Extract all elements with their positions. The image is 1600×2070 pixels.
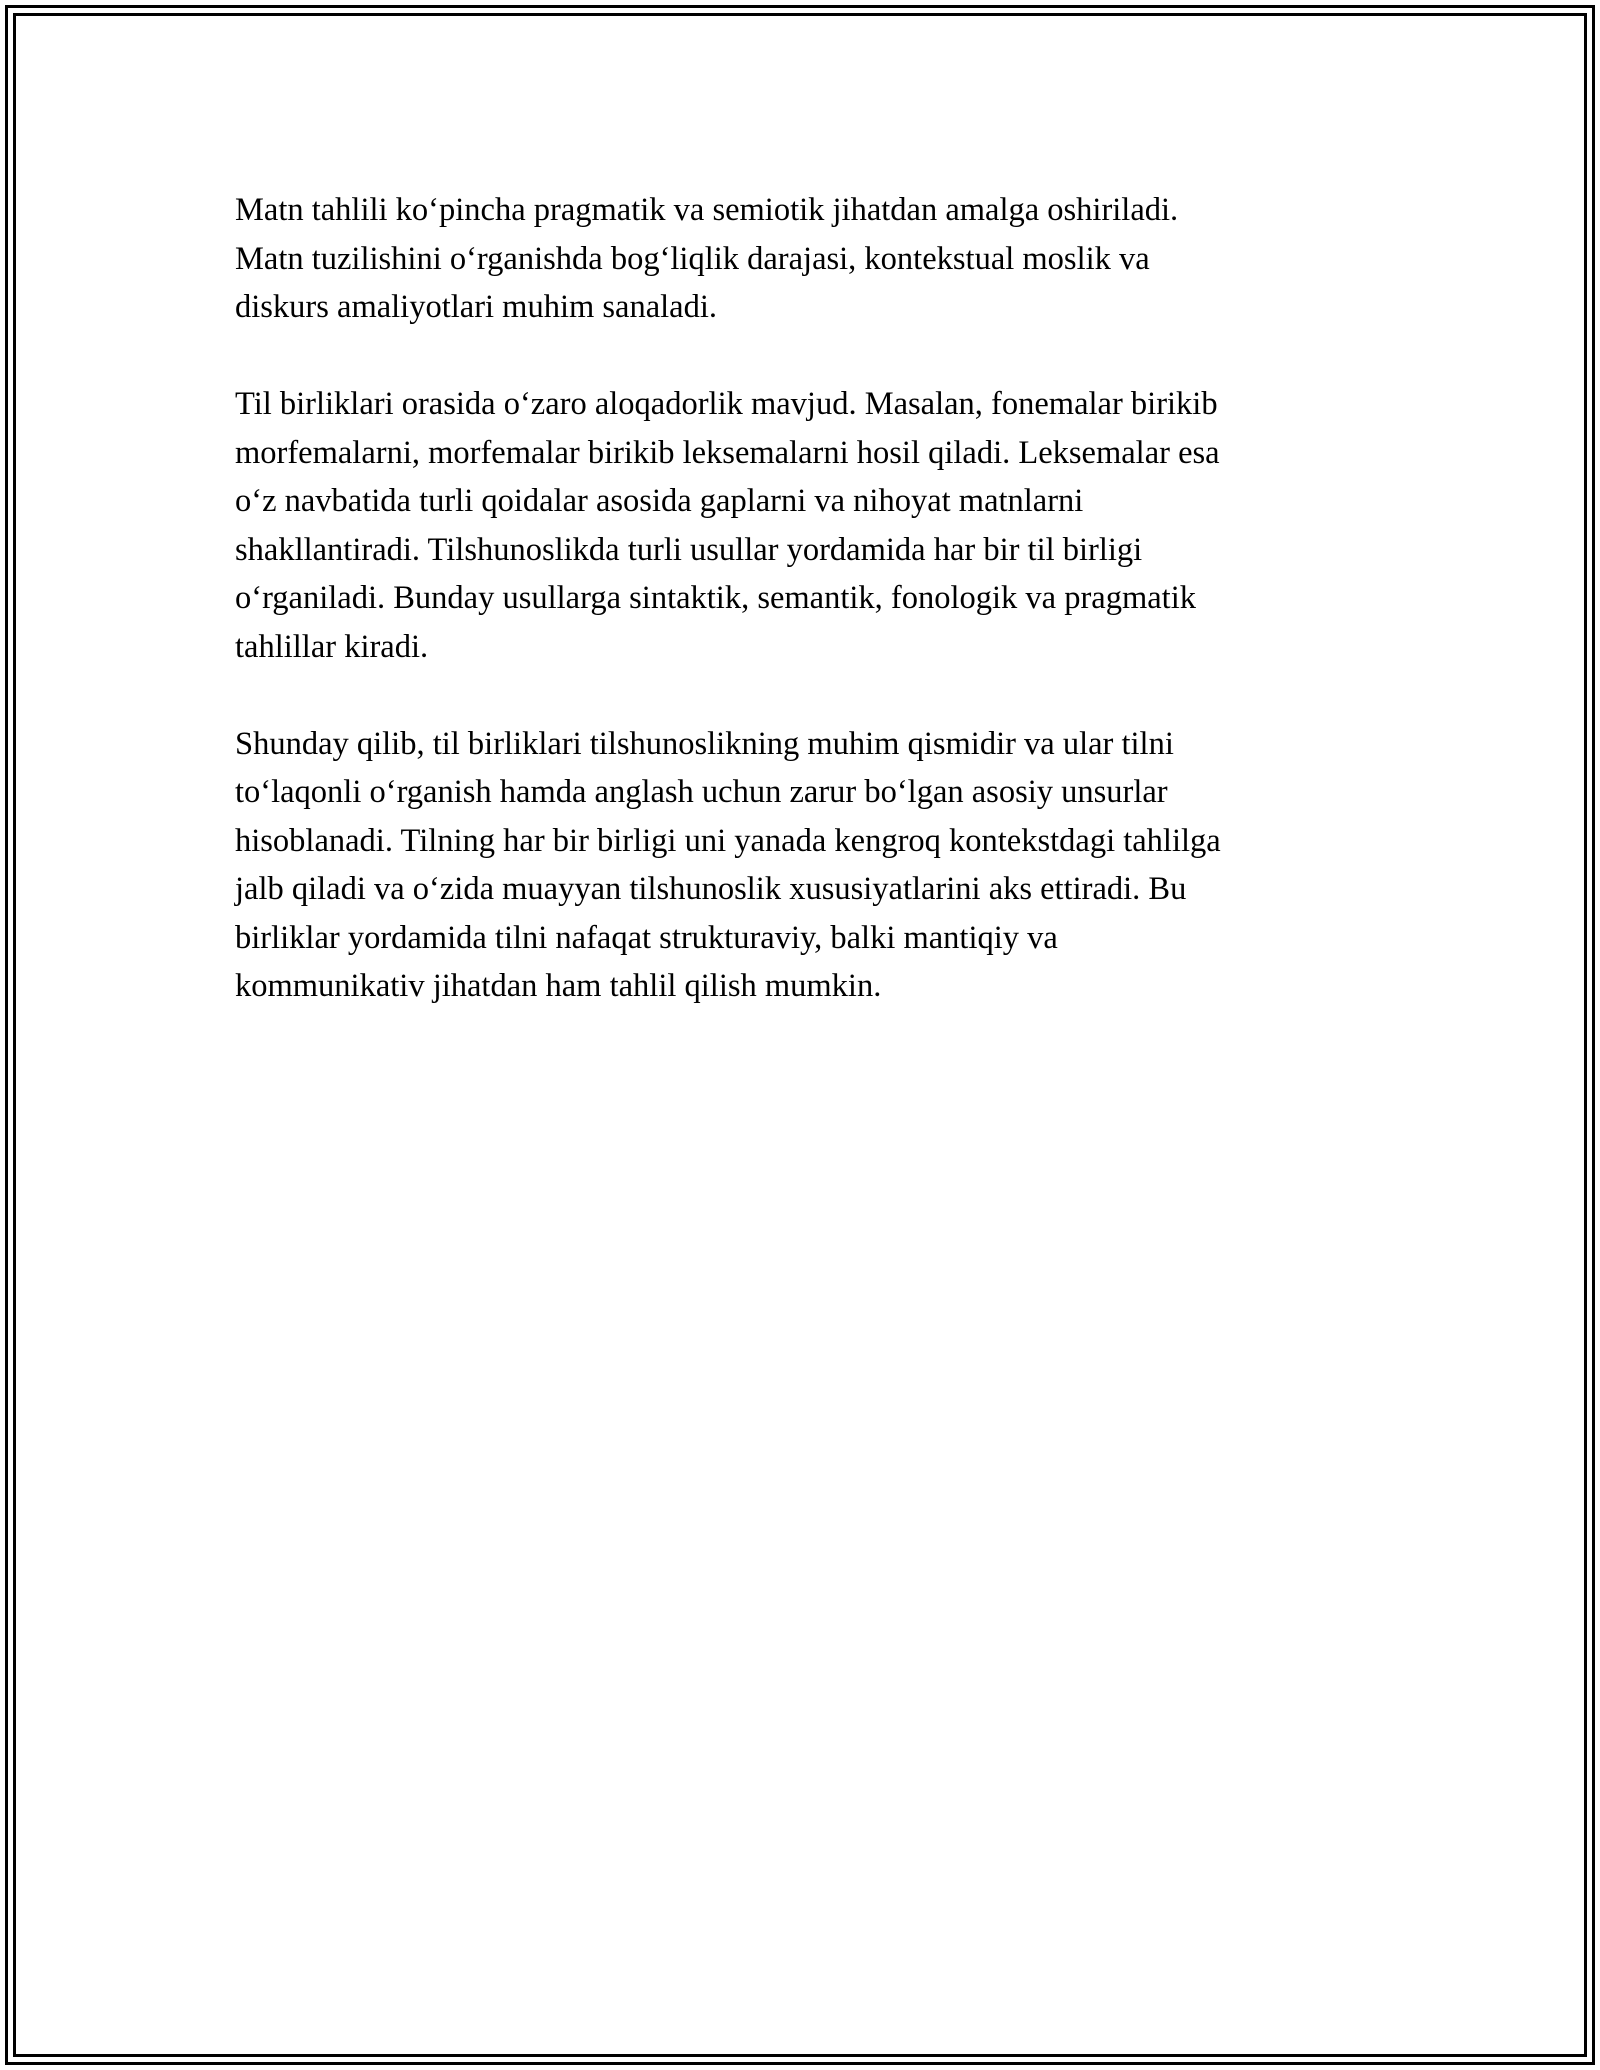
paragraph-1: Matn tahlili ko‘pincha pragmatik va semiotik jihatdan amalga oshiriladi. Matn tuzilishini o‘rganishda bog‘liqlik darajasi, kontekstual moslik va diskurs amaliyotlari muhim sanaladi.: [235, 192, 1179, 325]
document-body: [235, 186, 1365, 1059]
paragraph-3: Shunday qilib, til birliklari tilshunoslikning muhim qismidir va ular tilni to‘laqonli o‘rganish hamda anglash uchun zarur bo‘lgan asosiy unsurlar hisoblanadi. Tilning har bir birligi uni yanada kengroq kontekstdagi tahlilga jalb qiladi va o‘zida muayyan tilshunoslik xususiyatlarini aks ettiradi. Bu birliklar yordamida tilni nafaqat strukturaviy, balki mantiqiy va kommunikativ jihatdan ham tahlil qilish mumkin.: [235, 725, 1221, 1004]
paragraph-2: Til birliklari orasida o‘zaro aloqadorlik mavjud. Masalan, fonemalar birikib morfemalarni, morfemalar birikib leksemalarni hosil qiladi. Leksemalar esa o‘z navbatida turli qoidalar asosida gaplarni va nihoyat matnlarni shakllantiradi. Tilshunoslikda turli usullar yordamida har bir til birligi o‘rganiladi. Bunday usullarga sintaktik, semantik, fonologik va pragmatik tahlillar kiradi.: [235, 386, 1220, 665]
